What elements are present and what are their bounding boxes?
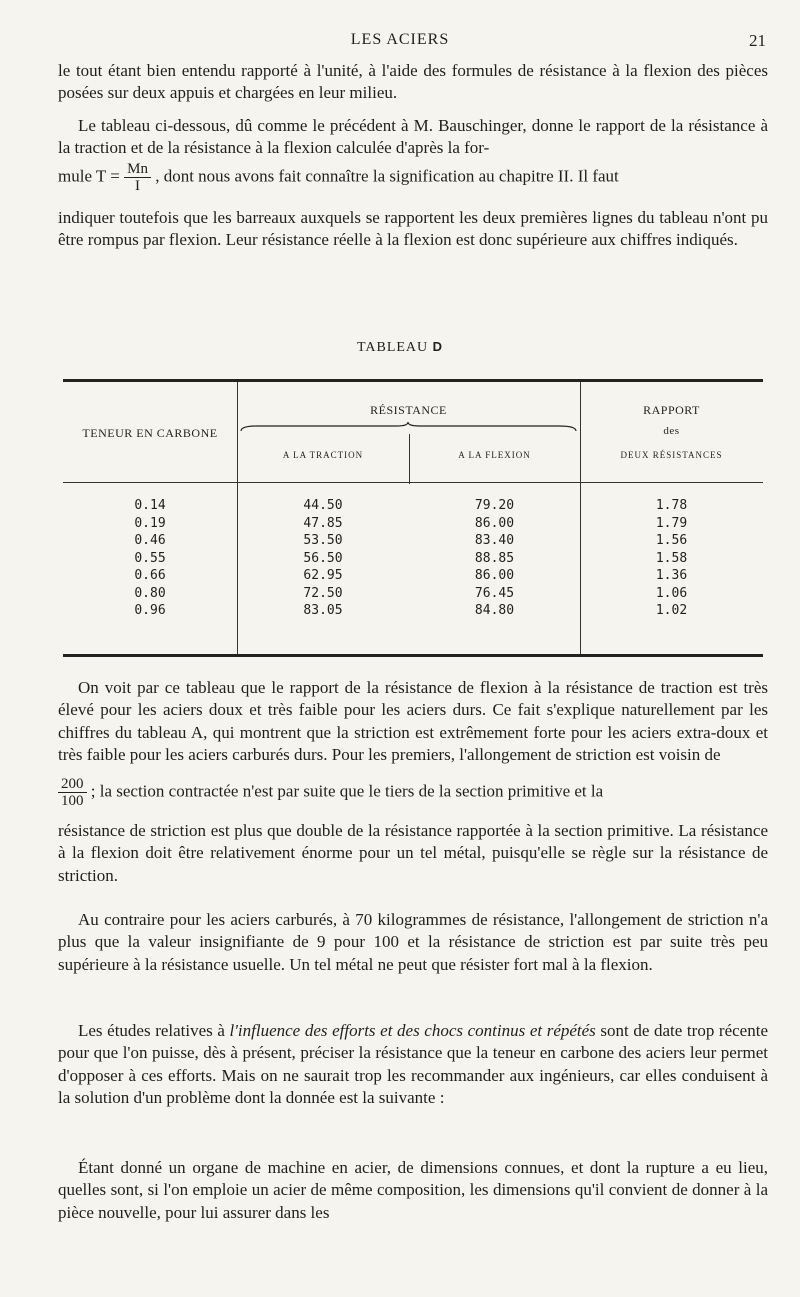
cell-flexion: 76.45 [474,585,515,601]
cell-carbone: 0.55 [134,550,166,566]
running-title: LES ACIERS [350,31,450,48]
formula-prefix: mule T = [58,166,120,186]
cell-rapport: 1.36 [655,568,688,583]
cell-traction: 62.95 [303,568,343,583]
paragraph-4: Au contraire pour les aciers carburés, à 70 kilogrammes de résistance, l'allongement de striction n'a plus que la valeur insignifiante de 9 pour 100 et la résistance de striction est par suite très peu supérieure à la résistance usuelle. Un tel métal ne peut que résister fort mal à la flexion. [58,910,768,974]
cell-carbone: 0.14 [134,498,166,513]
paragraph-5-rest: sont de date trop récente pour que l'on puisse, dès à présent, préciser la résistance que la teneur en carbone des aciers leur permet d'opposer à ces efforts. Mais on ne saurait trop les recommander aux ingénieurs, car elles conduisent à la solution d'un problème dont la donnée est la suivante : [58,1021,768,1107]
cell-rapport: 1.06 [655,585,688,601]
header-traction: A LA TRACTION [282,450,364,460]
header-des: des [663,425,680,437]
cell-traction: 53.50 [303,533,343,548]
cell-flexion: 83.40 [474,533,515,548]
cell-carbone: 0.96 [134,603,166,618]
header-flexion: A LA FLEXION [458,450,531,460]
cell-traction: 47.85 [303,515,343,531]
table-title-word: TABLEAU [356,340,429,355]
column-traction [237,497,409,620]
cell-flexion: 86.00 [474,568,515,583]
cell-traction: 72.50 [303,585,343,601]
cell-traction: 56.50 [303,550,343,566]
cell-flexion: 88.85 [474,550,515,566]
column-rapport [580,497,763,620]
running-header [0,31,800,55]
fraction-numerator: 200 [58,776,87,793]
column-flexion [409,497,580,620]
cell-carbone: 0.66 [134,568,166,583]
header-brace [237,422,580,432]
cell-rapport: 1.78 [655,498,688,513]
page-number: 21 [749,31,766,50]
table-header-rule [63,482,763,483]
paragraph-1: le tout étant bien entendu rapporté à l'unité, à l'aide des formules de résistance à la flexion des pièces posées sur deux appuis et chargées en leur milieu. [58,61,768,103]
formula-fraction [124,161,151,194]
cell-flexion: 86.00 [474,515,515,531]
paragraph-2-end: indiquer toutefois que les barreaux auxquels se rapportent les deux premières lignes du tableau n'ont pu être rompus par flexion. Leur résistance réelle à la flexion est donc supérieure aux chiffres indiqués. [58,208,768,250]
cell-traction: 44.50 [303,498,343,513]
cell-rapport: 1.02 [655,603,688,618]
formula-line [58,161,768,203]
paragraph-5 [58,1020,768,1109]
cell-carbone: 0.80 [134,585,166,601]
formula-suffix: , dont nous avons fait connaître la signification au chapitre II. Il faut [155,166,619,186]
header-deux-resistances: DEUX RÉSISTANCES [620,450,723,460]
cell-rapport: 1.79 [655,515,688,531]
fraction-line [58,776,768,818]
fraction-denominator: 100 [61,793,84,809]
cell-rapport: 1.58 [655,550,688,566]
column-carbone [63,497,237,620]
paragraph-6: Étant donné un organe de machine en acier, de dimensions connues, et dont la rupture a eu lieu, quelles sont, si l'on emploie un acier de même composition, les dimensions qu'il convient de donner à la pièce nouvelle, pour lui assurer dans les [58,1158,768,1222]
formula-numerator: Mn [124,161,151,178]
paragraph-5-italic: l'influence des efforts et des chocs continus et répétés [229,1021,596,1040]
paragraph-3a: On voit par ce tableau que le rapport de la résistance de flexion à la résistance de traction est très élevé pour les aciers doux et très faible pour les aciers durs. Ce fait s'explique naturellement par les chiffres du tableau A, qui montrent que la striction est extrêmement forte pour les aciers extra-doux et très faible pour les aciers carburés durs. Pour les premiers, l'allongement de striction est voisin de [58,678,768,764]
striction-fraction [58,776,87,809]
cell-carbone: 0.19 [134,515,166,531]
cell-flexion: 84.80 [474,603,515,618]
paragraph-2-intro: Le tableau ci-dessous, dû comme le précédent à M. Bauschinger, donne le rapport de la résistance à la traction et de la résistance à la flexion calculée d'après la for- [58,116,768,158]
paragraph-3c: résistance de striction est plus que double de la résistance rapportée à la section primitive. La résistance à la flexion doit être relativement énorme pour un tel métal, puisqu'elle se règle sur la résistance de striction. [58,821,768,885]
header-carbon: TENEUR EN CARBONE [82,426,218,440]
paragraph-3b: ; la section contractée n'est par suite que le tiers de la section primitive et la [90,781,604,801]
formula-denominator: I [135,178,141,194]
table-title [0,339,800,356]
cell-carbone: 0.46 [134,533,166,548]
paragraph-5-start: Les études relatives à [78,1021,230,1040]
data-table [63,379,763,657]
header-rapport: RAPPORT [643,403,700,417]
cell-flexion: 79.20 [474,498,515,513]
cell-traction: 83.05 [303,603,343,618]
table-title-letter: D [432,339,444,354]
cell-rapport: 1.56 [655,533,688,548]
header-resistance: RÉSISTANCE [370,403,447,417]
